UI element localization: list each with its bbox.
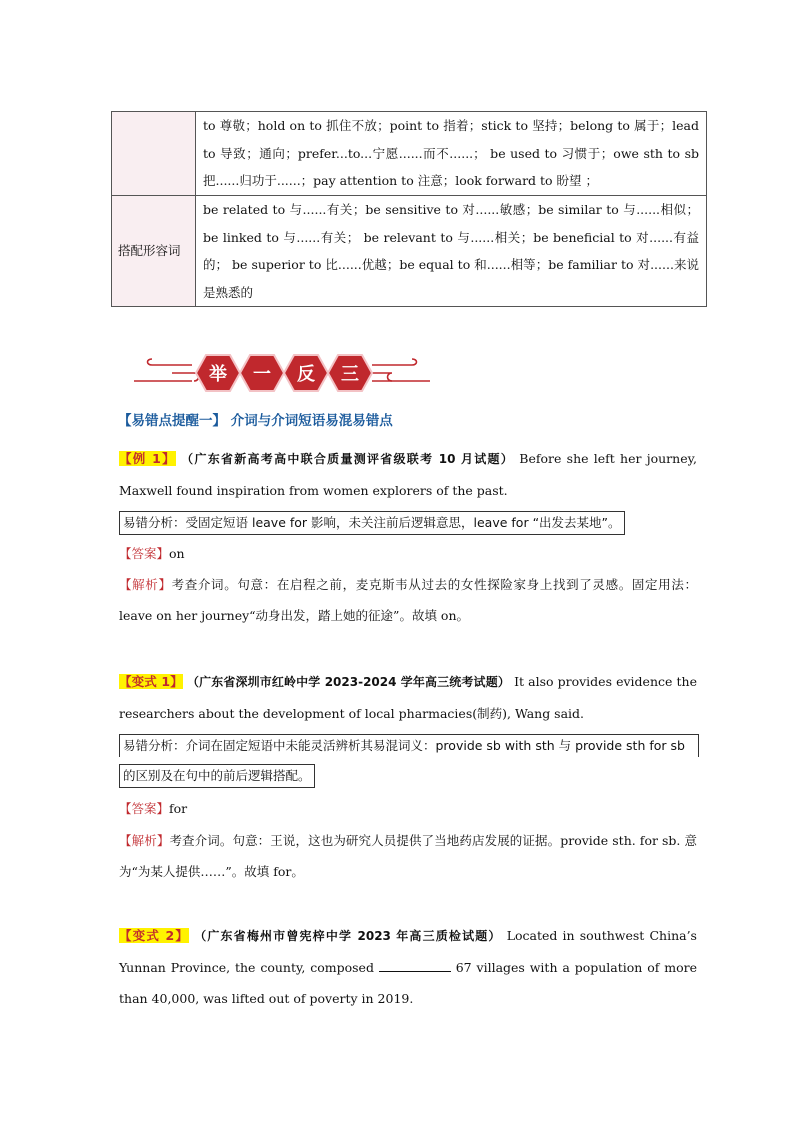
section-heading: 【易错点提醒一】 介词与介词短语易混易错点 bbox=[118, 413, 393, 429]
source-label: （广东省梅州市曾宪梓中学 2023 年高三质检试题） bbox=[194, 929, 502, 943]
banner-char: 三 bbox=[341, 364, 359, 385]
banner-char: 反 bbox=[297, 364, 315, 385]
row-content: to 尊敬；hold on to 抓住不放；point to 指着；stick to 坚持；belong to 属于；lead to 导致；通向；prefer...to...宁愿......而不......； be used to 习惯于；owe sth to sb 把......归功于......；pay attention to 注意；look forward to 盼望 ； bbox=[196, 112, 707, 196]
answer-line bbox=[119, 538, 697, 569]
banner-ornament-icon bbox=[132, 345, 432, 401]
table-row bbox=[112, 196, 707, 307]
example-tag: 【例 1】 bbox=[119, 451, 176, 466]
question-text: Located in southwest China’s Yunnan Province, the county, composed bbox=[119, 928, 697, 975]
banner-char: 举 bbox=[209, 364, 227, 385]
variant2-question bbox=[119, 920, 697, 1014]
variant1-question bbox=[119, 666, 697, 729]
answer-value: for bbox=[169, 801, 188, 816]
explanation bbox=[119, 825, 697, 887]
example-tag: 【变式 1】 bbox=[119, 674, 183, 689]
explain-label: 【解析】 bbox=[119, 833, 170, 848]
example-tag: 【变式 2】 bbox=[119, 928, 190, 943]
vocab-table bbox=[111, 111, 707, 307]
explain-label: 【解析】 bbox=[119, 577, 172, 592]
answer-value: on bbox=[169, 546, 185, 561]
question-text: Before she left her journey, Maxwell found inspiration from women explorers of the past. bbox=[119, 451, 697, 498]
example1-question bbox=[119, 443, 697, 506]
error-analysis-box-cont: 的区别及在句中的前后逻辑搭配。 bbox=[119, 764, 315, 788]
explain-text: 考查介词。句意：在启程之前，麦克斯韦从过去的女性探险家身上找到了灵感。固定用法：leave on her journey“动身出发，踏上她的征途”。故填 on。 bbox=[119, 577, 697, 623]
explain-text: 考查介词。句意：王说，这也为研究人员提供了当地药店发展的证据。provide sth. for sb. 意为“为某人提供……”。故填 for。 bbox=[119, 833, 697, 879]
question-text: 67 villages with a population of more than 40,000, was lifted out of poverty in 2019. bbox=[119, 960, 697, 1006]
answer-line bbox=[119, 793, 697, 824]
answer-label: 【答案】 bbox=[119, 546, 170, 561]
question-text: It also provides evidence the researchers about the development of local pharmacies(制药), Wang said. bbox=[119, 674, 697, 721]
source-label: （广东省深圳市红岭中学 2023-2024 学年高三统考试题） bbox=[186, 675, 510, 689]
error-analysis-box: 易错分析：介词在固定短语中未能灵活辨析其易混词义：provide sb with sth 与 provide sth for sb bbox=[119, 734, 699, 757]
section-banner bbox=[132, 345, 432, 401]
banner-char: 一 bbox=[253, 364, 271, 385]
row-label bbox=[112, 112, 196, 196]
table-row bbox=[112, 112, 707, 196]
explanation bbox=[119, 569, 697, 631]
source-label: （广东省新高考高中联合质量测评省级联考 10 月试题） bbox=[181, 452, 515, 466]
answer-label: 【答案】 bbox=[119, 801, 170, 816]
row-label: 搭配形容词 bbox=[112, 196, 196, 307]
row-content: be related to 与......有关；be sensitive to 对......敏感；be similar to 与......相似；be linked to 与......有关； be relevant to 与......相关；be beneficial to 对......有益的； be superior to 比......优越；be equal to 和......相等；be familiar to 对......来说是熟悉的 bbox=[196, 196, 707, 307]
answer-blank[interactable] bbox=[379, 959, 451, 972]
error-analysis-box: 易错分析：受固定短语 leave for 影响，未关注前后逻辑意思，leave for “出发去某地”。 bbox=[119, 511, 625, 535]
